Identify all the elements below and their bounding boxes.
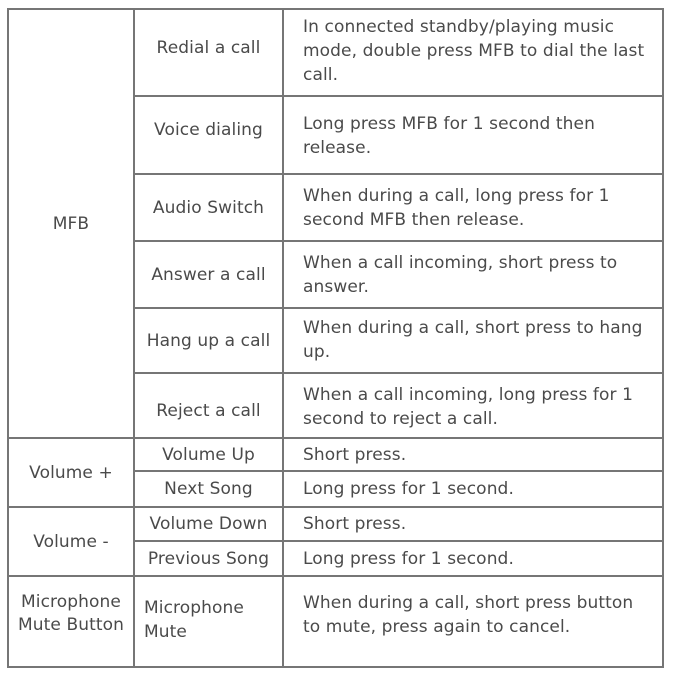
button-cell-volume-down: Volume - xyxy=(8,507,134,576)
operation-cell: When during a call, long press for 1 second MFB then release. xyxy=(283,174,663,241)
operation-cell: When during a call, short press to hang up. xyxy=(283,308,663,373)
function-cell: Previous Song xyxy=(134,541,283,576)
function-cell: Reject a call xyxy=(134,373,283,438)
operation-cell: Long press for 1 second. xyxy=(283,471,663,507)
button-functions-table xyxy=(7,8,664,668)
button-cell-mic-mute: Microphone Mute Button xyxy=(8,576,134,667)
table-row xyxy=(8,9,663,96)
table-row xyxy=(8,507,663,541)
function-cell: Volume Up xyxy=(134,438,283,471)
function-cell: Audio Switch xyxy=(134,174,283,241)
function-cell: Hang up a call xyxy=(134,308,283,373)
function-cell: Volume Down xyxy=(134,507,283,541)
button-cell-volume-up: Volume + xyxy=(8,438,134,507)
button-cell-mfb: MFB xyxy=(8,9,134,438)
table-row xyxy=(8,576,663,667)
operation-cell: Short press. xyxy=(283,438,663,471)
operation-cell: Short press. xyxy=(283,507,663,541)
operation-cell: Long press MFB for 1 second then release. xyxy=(283,96,663,174)
function-cell: Microphone Mute xyxy=(134,576,283,667)
operation-cell: In connected standby/playing music mode, double press MFB to dial the last call. xyxy=(283,9,663,96)
function-cell: Voice dialing xyxy=(134,96,283,174)
operation-cell: When a call incoming, long press for 1 second to reject a call. xyxy=(283,373,663,438)
function-cell: Answer a call xyxy=(134,241,283,308)
operation-cell: Long press for 1 second. xyxy=(283,541,663,576)
operation-cell: When during a call, short press button to mute, press again to cancel. xyxy=(283,576,663,667)
operation-cell: When a call incoming, short press to answer. xyxy=(283,241,663,308)
table-row xyxy=(8,438,663,471)
function-cell: Next Song xyxy=(134,471,283,507)
function-cell: Redial a call xyxy=(134,9,283,96)
